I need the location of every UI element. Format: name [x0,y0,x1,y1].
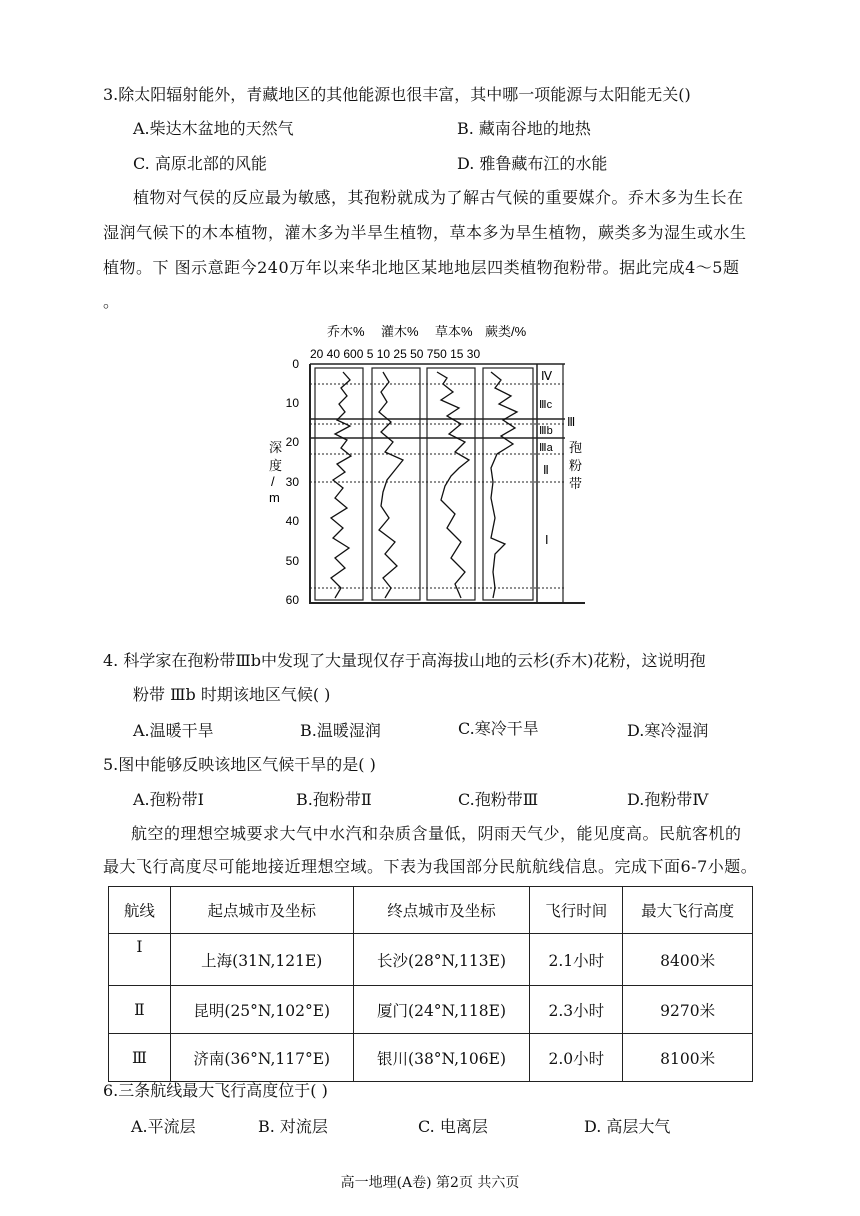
altitude-cell: 9270米 [623,986,753,1034]
q5-option-c: C.孢粉带Ⅲ [458,790,539,809]
q4-option-d: D.寒冷湿润 [627,721,709,740]
header-fern: 蕨类/% [485,324,527,339]
destination-cell: 银川(38°N,106E) [353,1034,530,1082]
table-row [109,986,753,1034]
band-label-char-2: 粉 [569,458,583,473]
intro1-line3: 植物。下 图示意距今240万年以来华北地区某地地层四类植物孢粉带。据此完成4～5题 [103,258,740,277]
header-flight-time: 飞行时间 [530,887,623,934]
flight-time-cell: 2.3小时 [530,986,623,1034]
q6-option-c: C. 电离层 [418,1117,488,1136]
q3-option-d: D. 雅鲁藏布江的水能 [457,154,608,173]
pollen-chart [255,322,595,616]
origin-cell: 济南(36°N,117°E) [170,1034,353,1082]
depth-tick-50: 50 [285,554,299,568]
q5-option-a: A.孢粉带Ⅰ [133,790,204,809]
ylabel-char-3: / [271,474,275,489]
depth-tick-20: 20 [285,435,299,449]
intro1-line4: 。 [103,292,120,311]
q4-option-c: C.寒冷干旱 [458,719,539,738]
header-arbor: 乔木% [327,324,365,339]
zone-II: Ⅱ [543,463,549,477]
intro1-line2: 湿润气候下的木本植物，灌木多为半旱生植物，草本多为旱生植物，蕨类多为湿生或水生 [103,223,747,242]
q5-option-d: D.孢粉带Ⅳ [627,790,709,809]
q6-option-b: B. 对流层 [258,1117,328,1136]
zone-I: Ⅰ [545,533,549,547]
herb-curve [437,372,469,598]
fern-box [483,368,533,600]
q5-stem: 5.图中能够反映该地区气候干旱的是( ) [103,755,376,774]
depth-tick-60: 60 [285,593,299,607]
route-id: Ⅱ [109,986,171,1034]
fern-curve [491,372,517,598]
q3-option-a: A.柴达木盆地的天然气 [133,119,294,138]
band-label-char-1: 孢 [569,440,583,455]
q4-stem-line2: 粉带 Ⅲb 时期该地区气候( ) [133,685,331,704]
routes-table [108,886,753,1082]
q3-option-b: B. 藏南谷地的地热 [457,119,591,138]
arbor-curve [331,372,351,598]
intro2-line2: 最大飞行高度尽可能地接近理想空域。下表为我国部分民航航线信息。完成下面6-7小题。 [103,857,758,876]
ylabel-char-1: 深 [269,440,283,455]
table-row [109,1034,753,1082]
route-id: Ⅲ [109,1034,171,1082]
zone-IIIb: Ⅲb [539,425,553,437]
q3-option-c: C. 高原北部的风能 [133,154,267,173]
q3-stem: 3.除太阳辐射能外，青藏地区的其他能源也很丰富，其中哪一项能源与太阳能无关() [103,85,691,104]
q6-option-a: A.平流层 [131,1117,196,1136]
table-header-row [109,887,753,934]
flight-time-cell: 2.1小时 [530,934,623,986]
altitude-cell: 8400米 [623,934,753,986]
depth-tick-0: 0 [292,357,299,371]
q6-option-d: D. 高层大气 [584,1117,671,1136]
band-label-char-3: 带 [569,476,583,491]
depth-tick-40: 40 [285,514,299,528]
top-scale: 20 40 600 5 10 25 50 750 15 30 [310,347,481,361]
route-id: Ⅰ [109,934,171,986]
header-shrub: 灌木% [381,324,419,339]
q4-stem-line1: 4. 科学家在孢粉带Ⅲb中发现了大量现仅存于高海拔山地的云杉(乔木)花粉，这说明孢 [103,651,706,670]
header-max-altitude: 最大飞行高度 [623,887,753,934]
intro1-line1: 植物对气侯的反应最为敏感，其孢粉就成为了解古气候的重要媒介。乔木多为生长在 [133,188,744,207]
herb-box [427,368,475,600]
shrub-curve [379,372,403,598]
origin-cell: 上海(31N,121E) [170,934,353,986]
origin-cell: 昆明(25°N,102°E) [170,986,353,1034]
flight-time-cell: 2.0小时 [530,1034,623,1082]
ylabel-char-2: 度 [269,458,283,473]
intro2-line1: 航空的理想空城要求大气中水汽和杂质含量低，阴雨天气少，能见度高。民航客机的 [131,824,742,843]
zone-IV: Ⅳ [541,369,553,383]
pollen-chart-svg [255,322,595,612]
zone-group-III: Ⅲ [567,415,576,429]
header-route: 航线 [109,887,171,934]
ylabel-char-4: m [269,490,280,505]
destination-cell: 厦门(24°N,118E) [353,986,530,1034]
header-herb: 草本% [435,324,473,339]
header-destination: 终点城市及坐标 [353,887,530,934]
table-row [109,934,753,986]
altitude-cell: 8100米 [623,1034,753,1082]
zone-IIIc: Ⅲc [539,399,553,411]
q6-stem: 6.三条航线最大飞行高度位于( ) [103,1081,328,1100]
page-footer: 高一地理(A卷) 第2页 共六页 [340,1175,520,1191]
q4-option-b: B.温暖湿润 [300,721,381,740]
depth-tick-10: 10 [285,396,299,410]
q5-option-b: B.孢粉带Ⅱ [296,790,372,809]
depth-tick-30: 30 [285,475,299,489]
destination-cell: 长沙(28°N,113E) [353,934,530,986]
header-origin: 起点城市及坐标 [170,887,353,934]
zone-IIIa: Ⅲa [539,442,553,454]
q4-option-a: A.温暖干旱 [133,721,214,740]
